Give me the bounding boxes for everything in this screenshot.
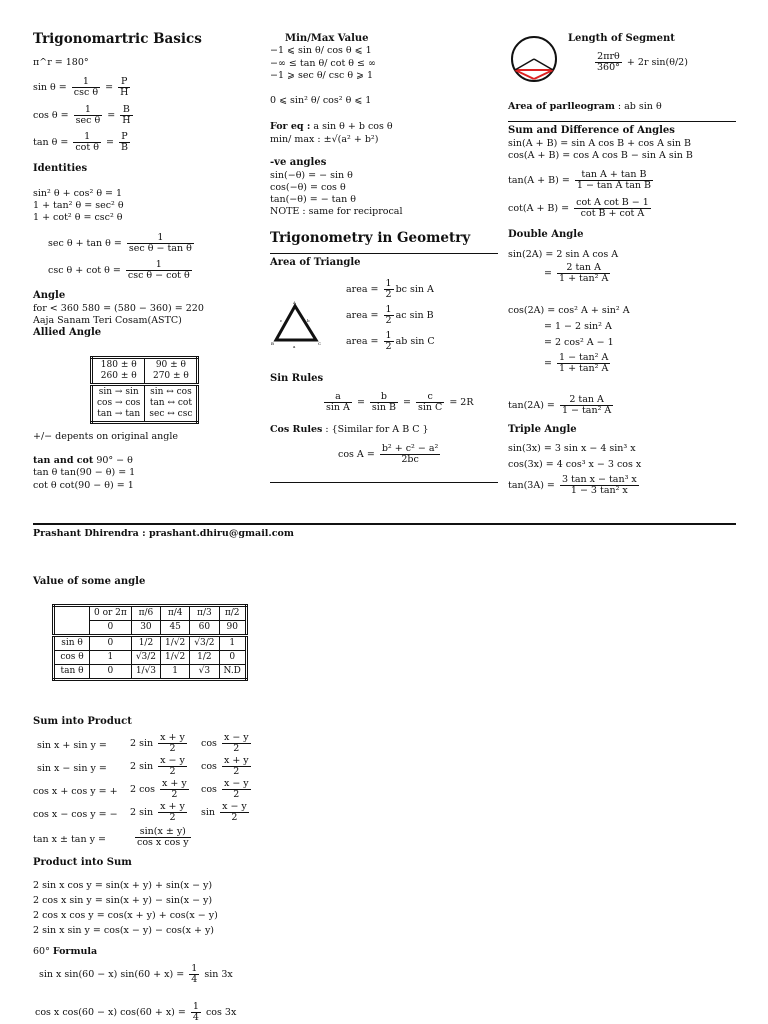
csc-cot-identity: csc θ + cot θ = $\frac{1}{\text{csc θ − cot θ}}$	[48, 259, 190, 281]
minmax-square: 0 ⩽ sin² θ/ cos² θ ⩽ 1	[270, 95, 372, 106]
negative-angle-line: cos(−θ) = cos θ	[270, 182, 346, 193]
for-eq-line: For eq : a sin θ + b cos θ	[270, 121, 393, 132]
sin-rules-heading: Sin Rules	[270, 373, 324, 384]
product-into-sum-heading: Product into Sum	[33, 857, 132, 868]
table-cell: √3/2	[190, 636, 219, 651]
cos-definition: cos θ = $\frac{1}{\text{sec θ}}$ = $\frac{B}{H}$	[33, 104, 131, 126]
table-header-cell: 90	[219, 621, 246, 636]
tan-cot-line: cot θ cot(90 − θ) = 1	[33, 480, 134, 491]
area-triangle-heading: Area of Triangle	[270, 257, 361, 268]
sum-product-rhs: 2 sin $\frac{x + y}{2}$	[130, 801, 185, 823]
table-header-cell: π/6	[131, 606, 160, 621]
table-cell: 0	[90, 636, 132, 651]
allied-cell: sin ↔ cos tan ↔ cot sec ↔ csc	[145, 385, 198, 423]
table-cell: √3/2	[131, 651, 160, 665]
allied-cell: 90 ± θ 270 ± θ	[145, 358, 198, 385]
table-header-cell: π/4	[161, 606, 190, 621]
sixty-formula-line: cos x cos(60 − x) cos(60 + x) = $\frac{1}{4}$ cos 3x	[35, 1001, 237, 1023]
sin2a-alt-formula: = $\frac{\text{2 tan A}}{\text{1 + tan² A}}$	[544, 262, 609, 284]
triangle-vertex-label: B	[271, 341, 274, 346]
triangle-diagram	[268, 298, 328, 350]
table-cell: 1/2	[131, 636, 160, 651]
cos2a-formula: cos(2A) = cos² A + sin² A	[508, 305, 630, 316]
divider	[270, 253, 498, 254]
tan-cot-line: tan θ tan(90 − θ) = 1	[33, 467, 136, 478]
sum-product-rhs2: cos $\frac{x + y}{2}$	[201, 755, 249, 777]
product-sum-line: 2 sin x cos y = sin(x + y) + sin(x − y)	[33, 880, 213, 891]
parallelogram-line: Area of parlleogram : ab sin θ	[508, 101, 662, 112]
sin-rule-formula: $\frac{a}{\text{sin A}}$ = $\frac{b}{\text{sin B}}$ = $\frac{c}{\text{sin C}}$ = 2R	[326, 391, 474, 413]
tan-definition: tan θ = $\frac{1}{\text{cot θ}}$ = $\frac{P}{B}$	[33, 131, 128, 153]
identity-line: 1 + tan² θ = sec² θ	[33, 200, 124, 211]
sum-product-lhs: sin x − sin y =	[37, 763, 107, 774]
divider	[270, 482, 498, 483]
depends-note: +/− depents on original angle	[33, 431, 179, 442]
area-formula: area = $\frac{1}{2}$ ab sin C	[346, 330, 435, 352]
table-row-label: tan θ	[54, 665, 90, 680]
sum-product-lhs: cos x + cos y = +	[33, 786, 118, 797]
table-header-cell: π/3	[190, 606, 219, 621]
minmax-heading: Min/Max Value	[285, 33, 369, 44]
page-divider	[33, 523, 736, 525]
double-angle-heading: Double Angle	[508, 229, 584, 240]
triangle-side-label: c	[280, 318, 283, 323]
identity-line: 1 + cot² θ = csc² θ	[33, 212, 123, 223]
table-cell: 1	[90, 651, 132, 665]
sum-product-rhs2: cos $\frac{x - y}{2}$	[201, 778, 249, 800]
minmax-result: min/ max : ±√(a² + b²)	[270, 134, 379, 145]
sin-definition: sin θ = $\frac{1}{\text{csc θ}}$ = $\frac{P}{H}$	[33, 76, 129, 98]
table-cell: 1	[161, 665, 190, 680]
table-row	[54, 665, 247, 680]
sum-product-rhs: 2 sin $\frac{x + y}{2}$	[130, 732, 185, 754]
segment-heading: Length of Segment	[568, 33, 675, 44]
segment-formula: $\frac{\text{2πrθ}}{360^\circ}$ + 2r sin(θ/2)	[597, 51, 688, 73]
triple-angle-heading: Triple Angle	[508, 424, 577, 435]
cos2a-formula: = 1 − 2 sin² A	[544, 321, 612, 332]
table-cell: 1/√2	[161, 651, 190, 665]
table-cell: 1/√2	[161, 636, 190, 651]
allied-cell: sin → sin cos → cos tan → tan	[92, 385, 145, 423]
sixty-formula-line: sin x sin(60 − x) sin(60 + x) = $\frac{1}{4}$ sin 3x	[39, 963, 233, 985]
sixty-formula-heading: 60° Formula	[33, 946, 98, 957]
angle-values-table	[52, 604, 248, 681]
table-header-cell: 45	[161, 621, 190, 636]
tan-sum-product-lhs: tan x ± tan y =	[33, 834, 106, 845]
table-cell: 0	[219, 651, 246, 665]
negative-angle-line: NOTE : same for reciprocal	[270, 206, 403, 217]
negative-angle-line: sin(−θ) = − sin θ	[270, 170, 353, 181]
table-cell: √3	[190, 665, 219, 680]
allied-cell: 180 ± θ 260 ± θ	[92, 358, 145, 385]
table-header-cell: 60	[190, 621, 219, 636]
tan-cot-heading-row: tan and cot 90° − θ	[33, 455, 133, 466]
identity-line: sin² θ + cos² θ = 1	[33, 188, 123, 199]
table-corner-cell	[54, 606, 90, 636]
segment-circle-diagram	[506, 33, 562, 85]
angle-line: for < 360 580 = (580 − 360) = 220	[33, 303, 204, 314]
table-header-cell: 0	[90, 621, 132, 636]
sum-difference-heading: Sum and Difference of Angles	[508, 125, 675, 136]
values-heading: Value of some angle	[33, 576, 146, 587]
author-line: Prashant Dhirendra : prashant.dhiru@gmail.com	[33, 528, 294, 539]
sum-product-rhs: 2 cos $\frac{x + y}{2}$	[130, 778, 187, 800]
product-sum-line: 2 cos x cos y = cos(x + y) + cos(x − y)	[33, 910, 218, 921]
section-title-trig-basics: Trigonomartric Basics	[33, 31, 202, 47]
table-header-cell: 30	[131, 621, 160, 636]
triangle-side-label: a	[293, 344, 296, 349]
minmax-line: −1 ⩽ sin θ/ cos θ ⩽ 1	[270, 45, 372, 56]
sec-tan-identity: sec θ + tan θ = $\frac{1}{\text{sec θ − tan θ}}$	[48, 232, 192, 254]
divider	[508, 121, 736, 122]
area-formula: area = $\frac{1}{2}$ ac sin B	[346, 304, 434, 326]
negative-angles-heading: -ve angles	[270, 157, 327, 168]
table-cell: 1/2	[190, 651, 219, 665]
table-cell: 1/√3	[131, 665, 160, 680]
angle-line: Aaja Sanam Teri Cosam(ASTC)	[33, 315, 182, 326]
minmax-line: −1 ⩾ sec θ/ csc θ ⩾ 1	[270, 70, 374, 81]
product-sum-line: 2 sin x sin y = cos(x − y) − cos(x + y)	[33, 925, 215, 936]
tan3a-formula: tan(3A) = $\frac{\text{3 tan x − tan³ x}}{\text{1 − 3 tan² x}}$	[508, 474, 637, 496]
identities-heading: Identities	[33, 163, 88, 174]
tan-sum-product-rhs: $\frac{\sin(x \pm y)}{\text{cos x cos y}}$	[137, 826, 189, 848]
tan-sum-formula: tan(A + B) = $\frac{\text{tan A + tan B}}{\text{1 − tan A tan B}}$	[508, 169, 652, 191]
triangle-vertex-label: A	[293, 300, 296, 305]
tan2a-formula: tan(2A) = $\frac{\text{2 tan A}}{\text{1 − tan² A}}$	[508, 394, 612, 416]
triple-angle-line: sin(3x) = 3 sin x − 4 sin³ x	[508, 443, 636, 454]
cos2a-formula: = 2 cos² A − 1	[544, 337, 614, 348]
sum-product-rhs2: sin $\frac{x - y}{2}$	[201, 801, 247, 823]
cos-rule-formula: cos A = $\frac{\text{b² + c² − a²}}{2bc}$	[338, 443, 439, 465]
sum-into-product-heading: Sum into Product	[33, 716, 132, 727]
minmax-line: −∞ ≤ tan θ/ cot θ ≤ ∞	[270, 58, 376, 69]
sum-difference-line: cos(A + B) = cos A cos B − sin A sin B	[508, 150, 693, 161]
negative-angle-line: tan(−θ) = − tan θ	[270, 194, 357, 205]
allied-angle-heading: Allied Angle	[33, 327, 102, 338]
sum-product-rhs2: cos $\frac{x - y}{2}$	[201, 732, 249, 754]
pi-definition: π^r = 180°	[33, 57, 89, 68]
sin2a-formula: sin(2A) = 2 sin A cos A	[508, 249, 619, 260]
area-formula: area = $\frac{1}{2}$ bc sin A	[346, 278, 434, 300]
table-row	[54, 636, 247, 651]
triangle-side-label: b	[307, 318, 310, 323]
cos2a-alt-formula: = $\frac{\text{1 − tan² A}}{\text{1 + tan² A}}$	[544, 352, 609, 374]
table-row-label: cos θ	[54, 651, 90, 665]
table-row-label: sin θ	[54, 636, 90, 651]
table-row	[54, 651, 247, 665]
triangle-vertex-label: C	[318, 341, 322, 346]
table-cell: 1	[219, 636, 246, 651]
sum-product-rhs: 2 sin $\frac{x - y}{2}$	[130, 755, 185, 777]
table-cell: 0	[90, 665, 132, 680]
sum-difference-line: sin(A + B) = sin A cos B + cos A sin B	[508, 138, 691, 149]
allied-angle-table	[90, 356, 199, 424]
cos-rules-heading-row: Cos Rules : {Similar for A B C }	[270, 424, 429, 435]
triple-angle-line: cos(3x) = 4 cos³ x − 3 cos x	[508, 459, 642, 470]
cot-sum-formula: cot(A + B) = $\frac{\text{cot A cot B − 1}}{\text{cot B + cot A}}$	[508, 197, 649, 219]
table-header-cell: π/2	[219, 606, 246, 621]
angle-heading: Angle	[33, 290, 66, 301]
table-cell: N.D	[219, 665, 246, 680]
sum-product-lhs: sin x + sin y =	[37, 740, 107, 751]
product-sum-line: 2 cos x sin y = sin(x + y) − sin(x − y)	[33, 895, 213, 906]
sum-product-lhs: cos x − cos y = −	[33, 809, 118, 820]
table-header-cell: 0 or 2π	[90, 606, 132, 621]
section-title-geometry: Trigonometry in Geometry	[270, 230, 471, 246]
